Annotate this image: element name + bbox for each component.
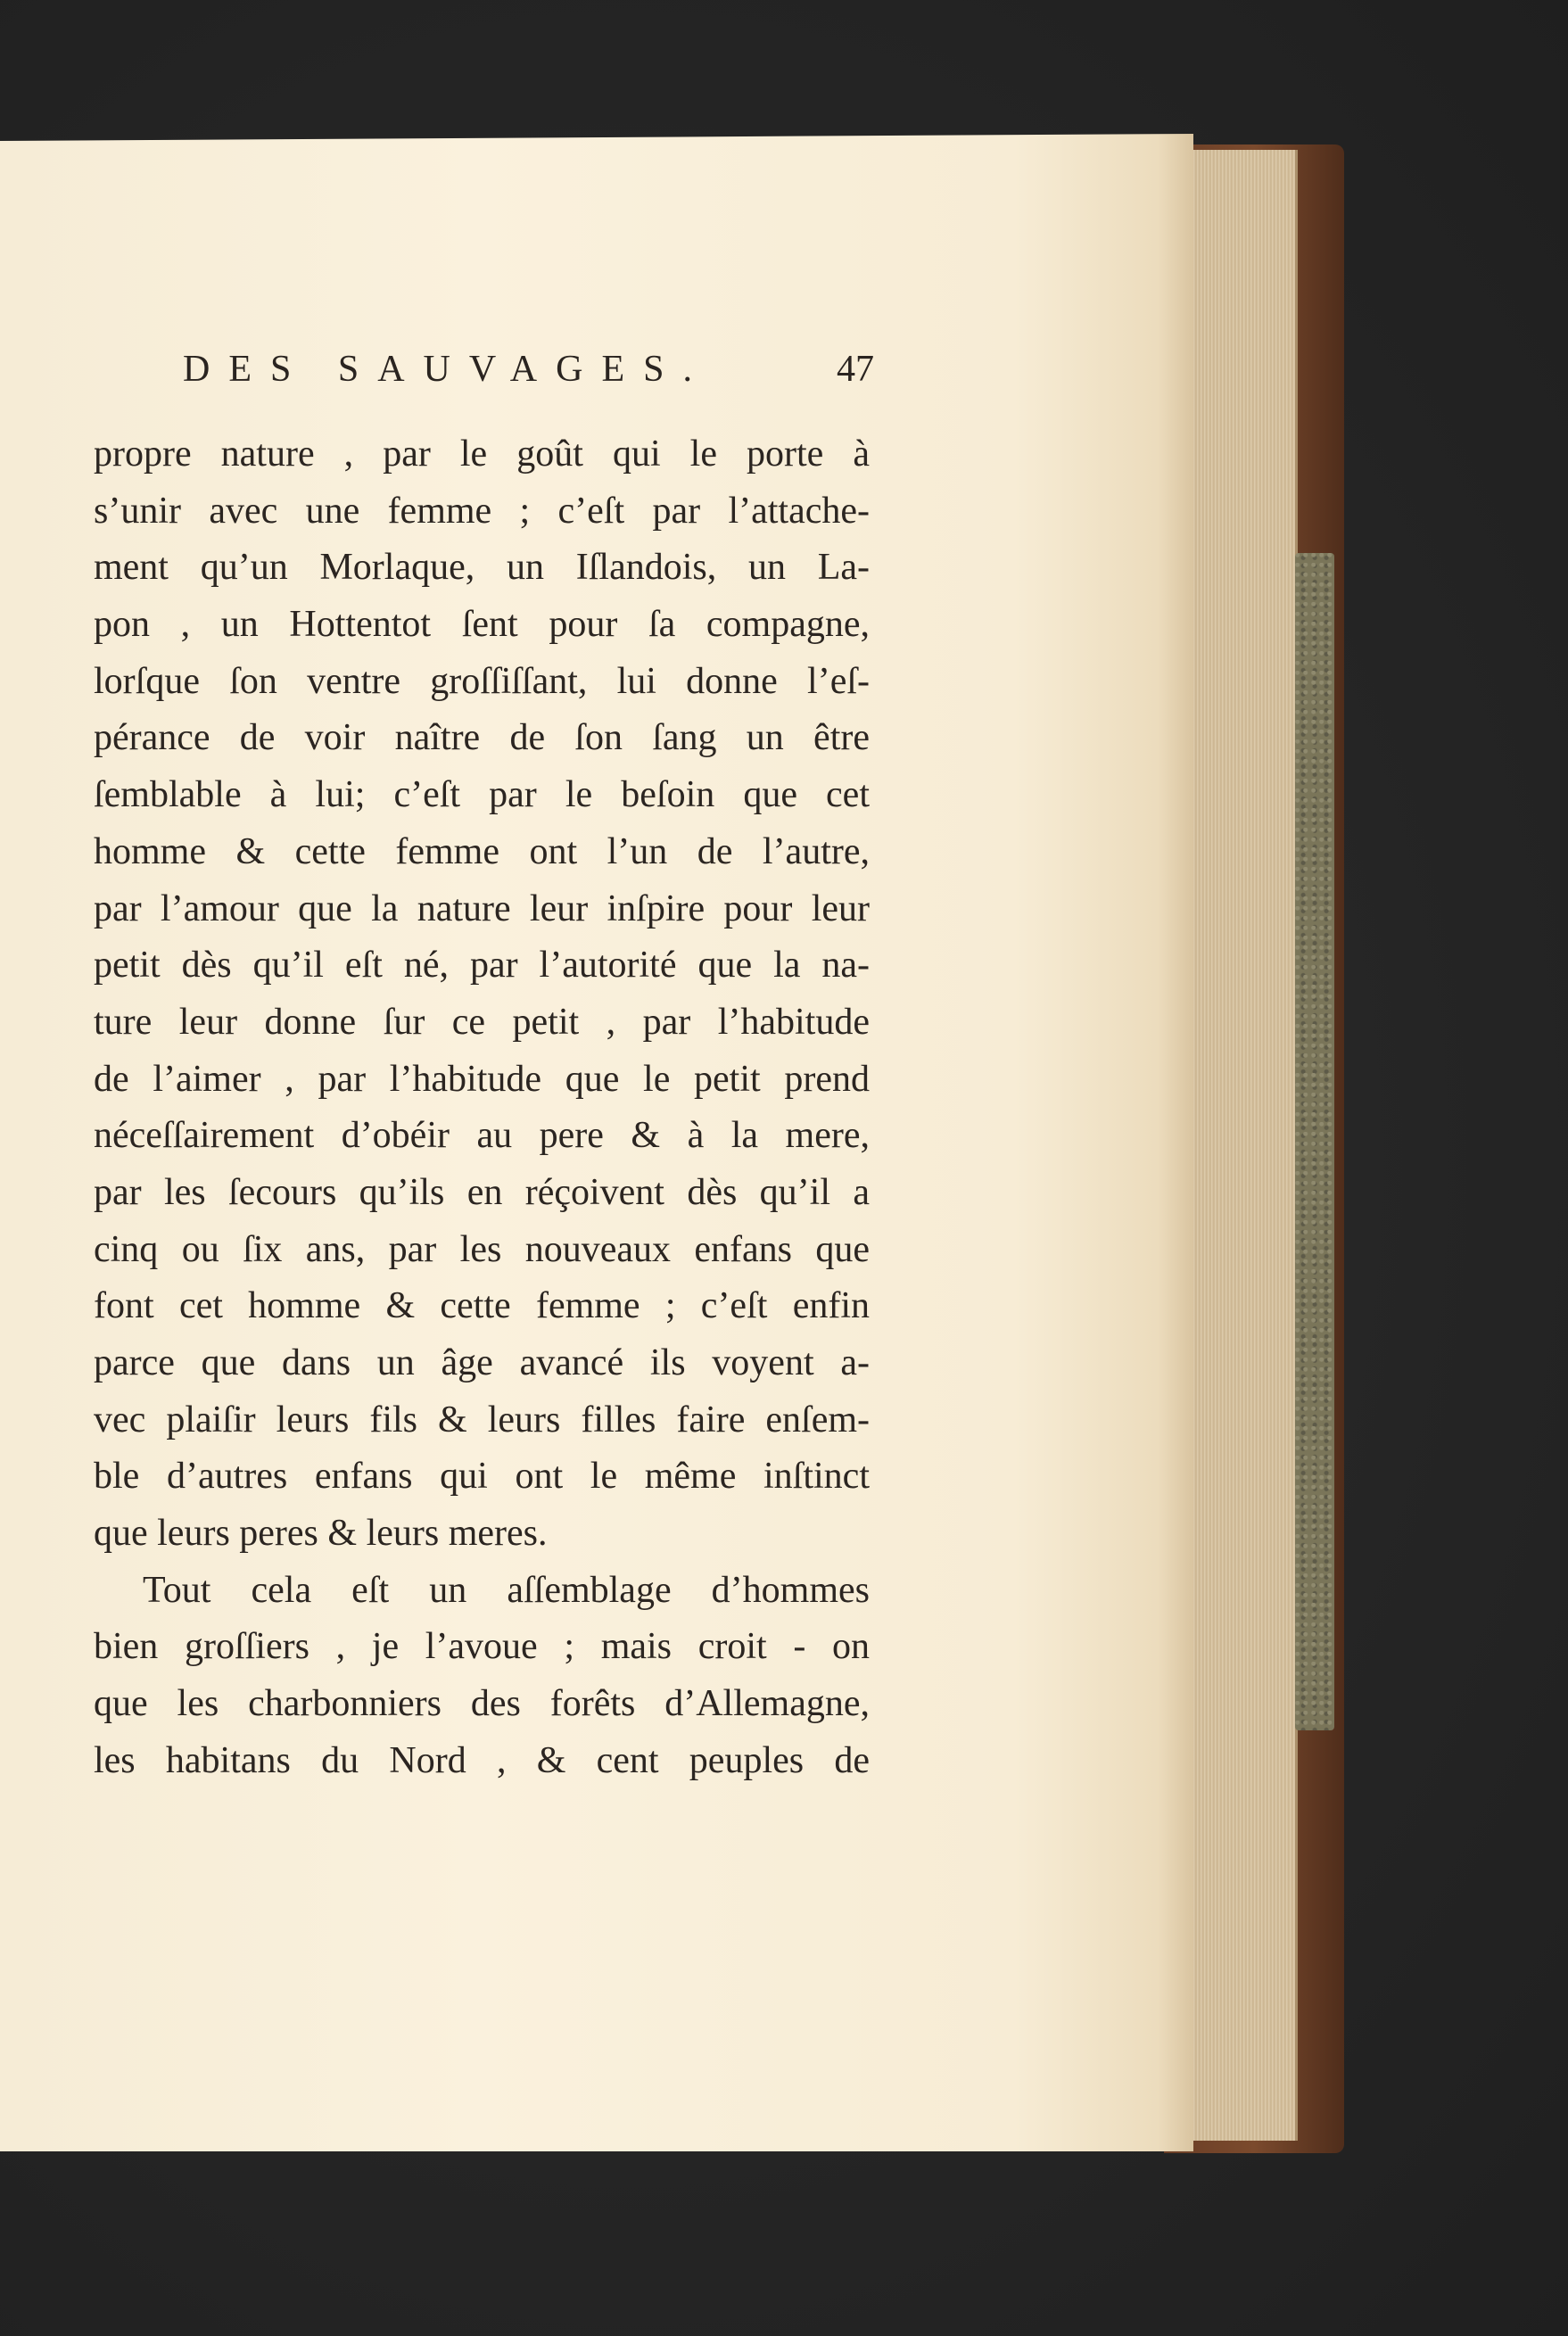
text-line: ſemblable à lui; c’eſt par le beſoin que cet [94,774,870,816]
text-line: propre nature , par le goût qui le porte à [94,433,870,475]
text-line: homme & cette femme ont l’un de l’autre, [94,830,870,872]
text-line: pérance de voir naître de ſon ſang un être [94,717,870,759]
text-line: Tout cela eſt un aſſemblage d’hommes [143,1569,870,1611]
text-line: ment qu’un Morlaque, un Iſlandois, un La- [94,547,870,589]
text-line: ture leur donne ſur ce petit , par l’habitude [94,1001,870,1043]
running-head-title: DES SAUVAGES. [183,349,711,390]
text-line: font cet homme & cette femme ; c’eſt enfin [94,1285,870,1327]
marbled-endpaper [1295,553,1334,1730]
text-line: par l’amour que la nature leur inſpire pour leur [94,887,870,929]
text-line: bien groſſiers , je l’avoue ; mais croit - on [94,1626,870,1668]
text-line: ble d’autres enfans qui ont le même inſtinct [94,1456,870,1498]
text-line: vec plaiſir leurs fils & leurs filles faire enſem- [94,1399,870,1440]
body-text [94,426,870,1790]
page-number: 47 [837,349,874,390]
running-head [183,348,874,410]
text-line: les habitans du Nord , & cent peuples de [94,1739,870,1781]
text-line: de l’aimer , par l’habitude que le petit prend [94,1058,870,1100]
text-line: petit dès qu’il eſt né, par l’autorité que la na- [94,945,870,986]
text-line: néceſſairement d’obéir au pere & à la mere, [94,1115,870,1157]
text-line: cinq ou ſix ans, par les nouveaux enfans que [94,1228,870,1270]
text-line: pon , un Hottentot ſent pour ſa compagne, [94,604,870,646]
text-line: s’unir avec une femme ; c’eſt par l’attache- [94,490,870,532]
text-line: par les ſecours qu’ils en réçoivent dès qu’il a [94,1171,870,1213]
text-line: lorſque ſon ventre groſſiſſant, lui donne l’eſ- [94,660,870,702]
text-line: que leurs peres & leurs meres. [94,1513,548,1555]
text-line: parce que dans un âge avancé ils voyent a- [94,1342,870,1383]
text-line: que les charbonniers des forêts d’Allemagne, [94,1683,870,1725]
